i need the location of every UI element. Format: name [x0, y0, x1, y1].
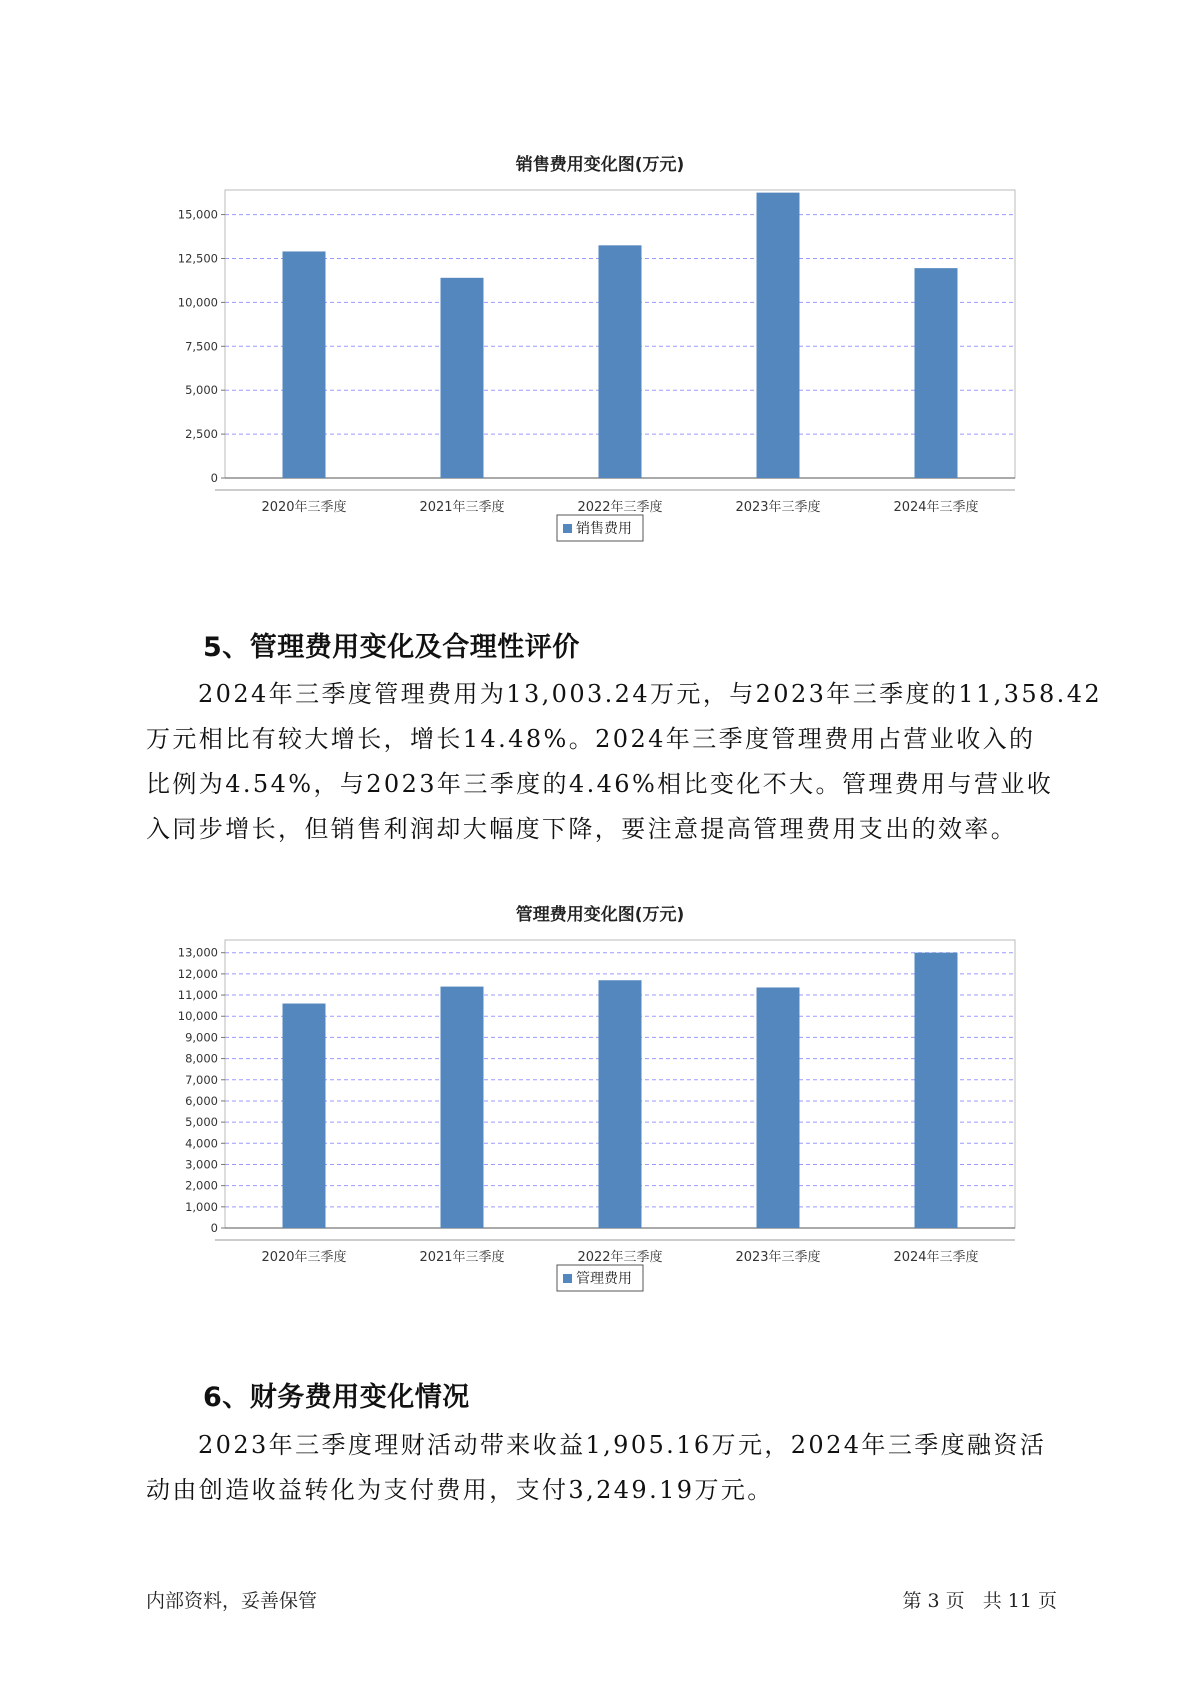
section-6-heading: 6、财务费用变化情况	[203, 1382, 470, 1413]
footer-left: 内部资料，妥善保管	[146, 1590, 318, 1612]
bar	[599, 980, 642, 1228]
legend-swatch	[563, 1274, 572, 1283]
x-tick-label: 2022年三季度	[577, 500, 663, 515]
section-6-paragraph	[146, 1423, 1046, 1513]
bar	[441, 987, 484, 1228]
x-tick-label: 2021年三季度	[419, 1250, 505, 1265]
y-tick-label: 2,500	[185, 427, 218, 442]
y-tick-label: 15,000	[177, 207, 218, 222]
y-tick-label: 6,000	[185, 1093, 218, 1108]
bar	[915, 953, 958, 1228]
sales-expense-chart-svg	[150, 140, 1030, 585]
section-5-line-3: 比例为4.54%，与2023年三季度的4.46%相比变化不大。管理费用与营业收	[146, 770, 1054, 798]
x-tick-label: 2020年三季度	[261, 500, 347, 515]
y-tick-label: 0	[210, 471, 218, 485]
x-tick-label: 2021年三季度	[419, 500, 505, 515]
y-tick-label: 9,000	[185, 1030, 218, 1045]
y-tick-label: 12,000	[177, 966, 218, 981]
y-tick-label: 10,000	[177, 295, 218, 310]
legend-swatch	[563, 524, 572, 533]
y-tick-label: 1,000	[185, 1199, 218, 1214]
x-tick-label: 2024年三季度	[893, 500, 979, 515]
section-6-line-1: 2023年三季度理财活动带来收益1,905.16万元，2024年三季度融资活	[198, 1431, 1047, 1459]
y-tick-label: 8,000	[185, 1051, 218, 1066]
section-5-paragraph	[146, 672, 1103, 852]
bar	[757, 987, 800, 1228]
x-tick-label: 2023年三季度	[735, 1250, 821, 1265]
y-tick-label: 12,500	[177, 251, 218, 266]
x-tick-label: 2024年三季度	[893, 1250, 979, 1265]
y-tick-label: 7,000	[185, 1072, 218, 1087]
y-tick-label: 7,500	[185, 339, 218, 354]
bar	[283, 251, 326, 478]
section-5-line-4: 入同步增长，但销售利润却大幅度下降，要注意提高管理费用支出的效率。	[146, 815, 1018, 843]
bar	[599, 245, 642, 478]
y-tick-label: 13,000	[177, 945, 218, 960]
bar	[441, 278, 484, 478]
bar	[757, 193, 800, 478]
footer-page-number: 第 3 页 共 11 页	[902, 1590, 1057, 1612]
y-tick-label: 10,000	[177, 1009, 218, 1024]
admin-expense-chart	[150, 890, 1030, 1335]
legend-label: 销售费用	[576, 521, 632, 537]
bar	[283, 1004, 326, 1228]
chart-title: 销售费用变化图(万元)	[515, 155, 685, 175]
section-5-line-1: 2024年三季度管理费用为13,003.24万元，与2023年三季度的11,358.42	[198, 680, 1103, 708]
section-5-line-2: 万元相比有较大增长，增长14.48%。2024年三季度管理费用占营业收入的	[146, 725, 1036, 753]
chart-title: 管理费用变化图(万元)	[515, 905, 685, 925]
section-6-line-2: 动由创造收益转化为支付费用，支付3,249.19万元。	[146, 1476, 774, 1504]
x-tick-label: 2022年三季度	[577, 1250, 663, 1265]
y-tick-label: 0	[210, 1221, 218, 1235]
section-5-heading: 5、管理费用变化及合理性评价	[203, 632, 580, 663]
legend-label: 管理费用	[576, 1271, 632, 1287]
x-tick-label: 2020年三季度	[261, 1250, 347, 1265]
bar	[915, 268, 958, 478]
y-tick-label: 2,000	[185, 1178, 218, 1193]
y-tick-label: 11,000	[177, 988, 218, 1003]
y-tick-label: 5,000	[185, 383, 218, 398]
y-tick-label: 5,000	[185, 1115, 218, 1130]
y-tick-label: 4,000	[185, 1136, 218, 1151]
admin-expense-chart-svg	[150, 890, 1030, 1335]
x-tick-label: 2023年三季度	[735, 500, 821, 515]
y-tick-label: 3,000	[185, 1157, 218, 1172]
sales-expense-chart	[150, 140, 1030, 585]
